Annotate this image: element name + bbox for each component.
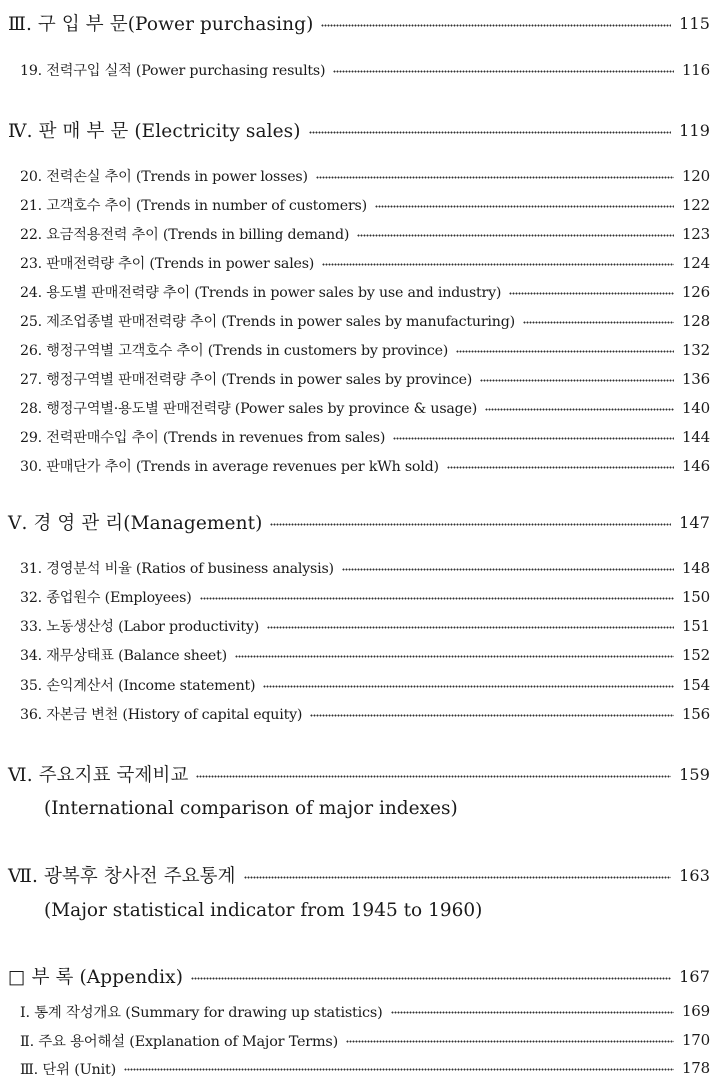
leader-dots bbox=[191, 977, 671, 980]
entry-label: 23. 판매전력량 추이 (Trends in power sales) bbox=[20, 256, 315, 272]
page-number: 132 bbox=[681, 341, 710, 359]
page-number: 122 bbox=[681, 196, 710, 214]
page-number: 136 bbox=[681, 370, 710, 388]
toc-entry[interactable] bbox=[0, 699, 720, 729]
toc-entry[interactable] bbox=[0, 996, 720, 1026]
entry-label: 27. 행정구역별 판매전력량 추이 (Trends in power sales by province) bbox=[20, 372, 473, 388]
leader-dots bbox=[509, 292, 674, 295]
leader-dots bbox=[270, 523, 671, 526]
entry-label: 31. 경영분석 비율 (Ratios of business analysis) bbox=[20, 561, 334, 577]
section-label: Ⅶ. 광복후 창사전 주요통계 bbox=[8, 866, 236, 887]
toc-entry[interactable] bbox=[0, 553, 720, 583]
page-number: 146 bbox=[681, 457, 710, 475]
section-label: Ⅲ. 구 입 부 문(Power purchasing) bbox=[8, 14, 314, 35]
leader-dots bbox=[456, 350, 674, 353]
toc-entry[interactable] bbox=[0, 611, 720, 641]
toc-entry[interactable] bbox=[0, 582, 720, 612]
page-number: 159 bbox=[679, 764, 710, 784]
entry-label: Ⅲ. 단위 (Unit) bbox=[20, 1061, 117, 1078]
leader-dots bbox=[309, 131, 672, 134]
page-number: 123 bbox=[681, 225, 710, 243]
page-number: 128 bbox=[681, 312, 710, 330]
section-heading[interactable] bbox=[0, 507, 720, 537]
toc-entry[interactable] bbox=[0, 1025, 720, 1055]
entry-label: Ⅰ. 통계 작성개요 (Summary for drawing up statistics) bbox=[20, 1004, 383, 1021]
page-number: 170 bbox=[681, 1031, 710, 1049]
leader-dots bbox=[447, 466, 674, 469]
section-heading[interactable] bbox=[0, 8, 720, 38]
section-heading[interactable] bbox=[0, 860, 720, 890]
entry-label: 19. 전력구입 실적 (Power purchasing results) bbox=[20, 63, 326, 79]
page-number: 152 bbox=[681, 646, 710, 664]
leader-dots bbox=[124, 1068, 674, 1071]
entry-label: Ⅱ. 주요 용어해설 (Explanation of Major Terms) bbox=[20, 1033, 339, 1050]
section-heading[interactable] bbox=[0, 961, 720, 991]
section-label: Ⅵ. 주요지표 국제비교 bbox=[8, 765, 189, 786]
toc-entry[interactable] bbox=[0, 277, 720, 307]
leader-dots bbox=[244, 876, 672, 879]
page-number: 148 bbox=[681, 559, 710, 577]
toc-entry[interactable] bbox=[0, 55, 720, 85]
leader-dots bbox=[333, 70, 674, 73]
page-number: 167 bbox=[679, 966, 710, 986]
entry-label: 22. 요금적용전력 추이 (Trends in billing demand) bbox=[20, 227, 350, 243]
page-number: 150 bbox=[681, 588, 710, 606]
entry-label: 20. 전력손실 추이 (Trends in power losses) bbox=[20, 169, 308, 185]
toc-entry[interactable] bbox=[0, 190, 720, 220]
entry-label: 36. 자본금 변천 (History of capital equity) bbox=[20, 707, 303, 723]
page-number: 124 bbox=[681, 254, 710, 272]
leader-dots bbox=[316, 176, 674, 179]
leader-dots bbox=[393, 437, 674, 440]
page-number: 163 bbox=[679, 865, 710, 885]
toc-entry[interactable] bbox=[0, 161, 720, 191]
toc-entry[interactable] bbox=[0, 451, 720, 481]
page-number: 144 bbox=[681, 428, 710, 446]
entry-label: 21. 고객호수 추이 (Trends in number of customers) bbox=[20, 198, 367, 214]
page-number: 140 bbox=[681, 399, 710, 417]
page-number: 115 bbox=[679, 13, 710, 33]
entry-label: 35. 손익계산서 (Income statement) bbox=[20, 678, 256, 694]
leader-dots bbox=[263, 685, 674, 688]
toc-entry[interactable] bbox=[0, 248, 720, 278]
entry-label: 24. 용도별 판매전력량 추이 (Trends in power sales by use and industry) bbox=[20, 285, 502, 301]
section-label: □ 부 록 (Appendix) bbox=[8, 967, 184, 988]
section-heading[interactable] bbox=[0, 115, 720, 145]
section-heading[interactable] bbox=[0, 759, 720, 789]
entry-label: 25. 제조업종별 판매전력량 추이 (Trends in power sales by manufacturing) bbox=[20, 314, 515, 330]
page-number: 147 bbox=[679, 512, 710, 532]
page-number: 178 bbox=[681, 1059, 710, 1077]
entry-label: 34. 재무상태표 (Balance sheet) bbox=[20, 648, 227, 664]
toc-entry[interactable] bbox=[0, 422, 720, 452]
leader-dots bbox=[322, 263, 674, 266]
section-label: Ⅳ. 판 매 부 문 (Electricity sales) bbox=[8, 121, 301, 142]
toc-entry[interactable] bbox=[0, 393, 720, 423]
leader-dots bbox=[235, 655, 674, 658]
leader-dots bbox=[346, 1040, 674, 1043]
toc-entry[interactable] bbox=[0, 335, 720, 365]
leader-dots bbox=[391, 1011, 674, 1014]
leader-dots bbox=[267, 626, 674, 629]
toc-entry[interactable] bbox=[0, 1053, 720, 1083]
entry-label: 26. 행정구역별 고객호수 추이 (Trends in customers by province) bbox=[20, 343, 449, 359]
leader-dots bbox=[342, 568, 674, 571]
leader-dots bbox=[310, 714, 674, 717]
section-subtitle: (Major statistical indicator from 1945 to 1960) bbox=[44, 900, 483, 921]
leader-dots bbox=[200, 597, 674, 600]
leader-dots bbox=[321, 24, 671, 27]
page-number: 151 bbox=[681, 617, 710, 635]
entry-label: 29. 전력판매수입 추이 (Trends in revenues from sales) bbox=[20, 430, 386, 446]
page-number: 119 bbox=[679, 120, 710, 140]
page-number: 156 bbox=[681, 705, 710, 723]
page-number: 154 bbox=[681, 676, 710, 694]
entry-label: 32. 종업원수 (Employees) bbox=[20, 590, 192, 606]
leader-dots bbox=[485, 408, 674, 411]
page-number: 120 bbox=[681, 167, 710, 185]
leader-dots bbox=[357, 234, 674, 237]
toc-entry[interactable] bbox=[0, 364, 720, 394]
page-number: 116 bbox=[681, 61, 710, 79]
leader-dots bbox=[196, 775, 671, 778]
toc-entry[interactable] bbox=[0, 306, 720, 336]
leader-dots bbox=[375, 205, 674, 208]
page-number: 126 bbox=[681, 283, 710, 301]
entry-label: 33. 노동생산성 (Labor productivity) bbox=[20, 619, 260, 635]
toc-entry[interactable] bbox=[0, 219, 720, 249]
leader-dots bbox=[523, 321, 674, 324]
leader-dots bbox=[480, 379, 674, 382]
toc-entry[interactable] bbox=[0, 670, 720, 700]
entry-label: 30. 판매단가 추이 (Trends in average revenues per kWh sold) bbox=[20, 459, 439, 475]
toc-entry[interactable] bbox=[0, 640, 720, 670]
page-number: 169 bbox=[681, 1002, 710, 1020]
section-label: Ⅴ. 경 영 관 리(Management) bbox=[8, 513, 263, 534]
entry-label: 28. 행정구역별·용도별 판매전력량 (Power sales by province & usage) bbox=[20, 401, 478, 417]
section-subtitle: (International comparison of major indexes) bbox=[44, 798, 458, 819]
